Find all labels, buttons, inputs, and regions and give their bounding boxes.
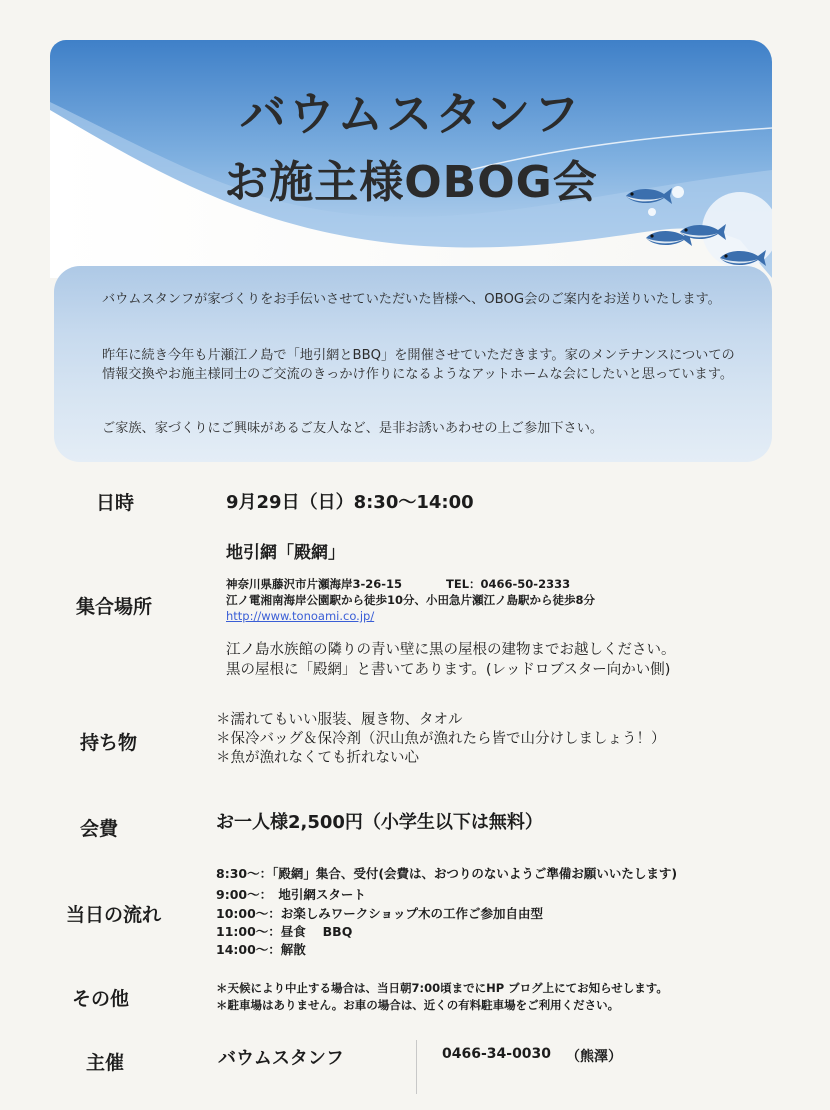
place-note-2: 黒の屋根に「殿網」と書いてあります。(レッドロブスター向かい側) xyxy=(226,662,671,678)
items-label: 持ち物 xyxy=(80,732,138,754)
date-label: 日時 xyxy=(96,492,135,514)
place-url-link[interactable]: http://www.tonoami.co.jp/ xyxy=(226,609,375,623)
date-value: 9月29日（日）8:30〜14:00 xyxy=(226,492,474,513)
schedule-line: 14:00〜：解散 xyxy=(216,942,306,957)
intro-paragraph-1: バウムスタンフが家づくりをお手伝いさせていただいた皆様へ、OBOG会のご案内をお送りいたします。 xyxy=(102,292,721,307)
header-banner xyxy=(50,40,772,278)
item-line: ＊保冷バッグ＆保冷剤（沢山魚が漁れたら皆で山分けしましょう！） xyxy=(216,731,666,747)
host-phone: 0466-34-0030 xyxy=(442,1046,552,1062)
item-line: ＊濡れてもいい服装、履き物、タオル xyxy=(216,712,463,728)
item-line: ＊魚が漁れなくても折れない心 xyxy=(216,750,419,766)
fee-value: お一人様2,500円（小学生以下は無料） xyxy=(216,812,543,833)
intro-paragraph-2: 昨年に続き今年も片瀬江ノ島で「地引網とBBQ」を開催させていただきます。家のメンテナンスについての情報交換やお施主様同士のご交流のきっかけ作りになるようなアットホームな会にしたいと思っています。 xyxy=(102,348,735,382)
place-note-1: 江ノ島水族館の隣りの青い壁に黒の屋根の建物までお越しください。 xyxy=(226,642,676,658)
schedule-line: 11:00〜：昼食 BBQ xyxy=(216,924,353,939)
intro-paragraph-3: ご家族、家づくりにご興味があるご友人など、是非お誘いあわせの上ご参加下さい。 xyxy=(102,421,604,436)
title-line1: バウムスタンフ xyxy=(239,87,583,141)
schedule-line: 10:00〜：お楽しみワークショップ木の工作ご参加自由型 xyxy=(216,906,544,921)
divider xyxy=(416,1040,417,1094)
schedule-line: 8:30〜：「殿網」集合、受付(会費は、おつりのないようご準備お願いいたします) xyxy=(216,866,678,881)
schedule-label: 当日の流れ xyxy=(66,904,162,926)
place-address: 神奈川県藤沢市片瀬海岸3-26-15 xyxy=(226,577,403,591)
intro-box xyxy=(54,266,772,462)
fish-icon xyxy=(676,220,728,244)
host-contact: （熊澤） xyxy=(566,1049,622,1065)
schedule-line: 9:00〜： 地引網スタート xyxy=(216,887,366,902)
place-label: 集合場所 xyxy=(76,596,153,618)
other-label: その他 xyxy=(72,988,130,1010)
place-access: 江ノ電湘南海岸公園駅から徒歩10分、小田急片瀬江ノ島駅から徒歩8分 xyxy=(226,593,596,607)
place-tel: TEL：0466-50-2333 xyxy=(446,577,571,591)
title-line2: お施主様OBOG会 xyxy=(224,157,598,208)
place-name: 地引網「殿網」 xyxy=(226,543,345,563)
host-name: バウムスタンフ xyxy=(218,1048,344,1069)
host-label: 主催 xyxy=(86,1052,125,1074)
fish-icon xyxy=(622,184,674,208)
fee-label: 会費 xyxy=(80,818,119,840)
other-line: ＊天候により中止する場合は、当日朝7:00頃までにHP ブログ上にてお知らせします。 xyxy=(216,981,668,995)
other-line: ＊駐車場はありません。お車の場合は、近くの有料駐車場をご利用ください。 xyxy=(216,998,620,1012)
